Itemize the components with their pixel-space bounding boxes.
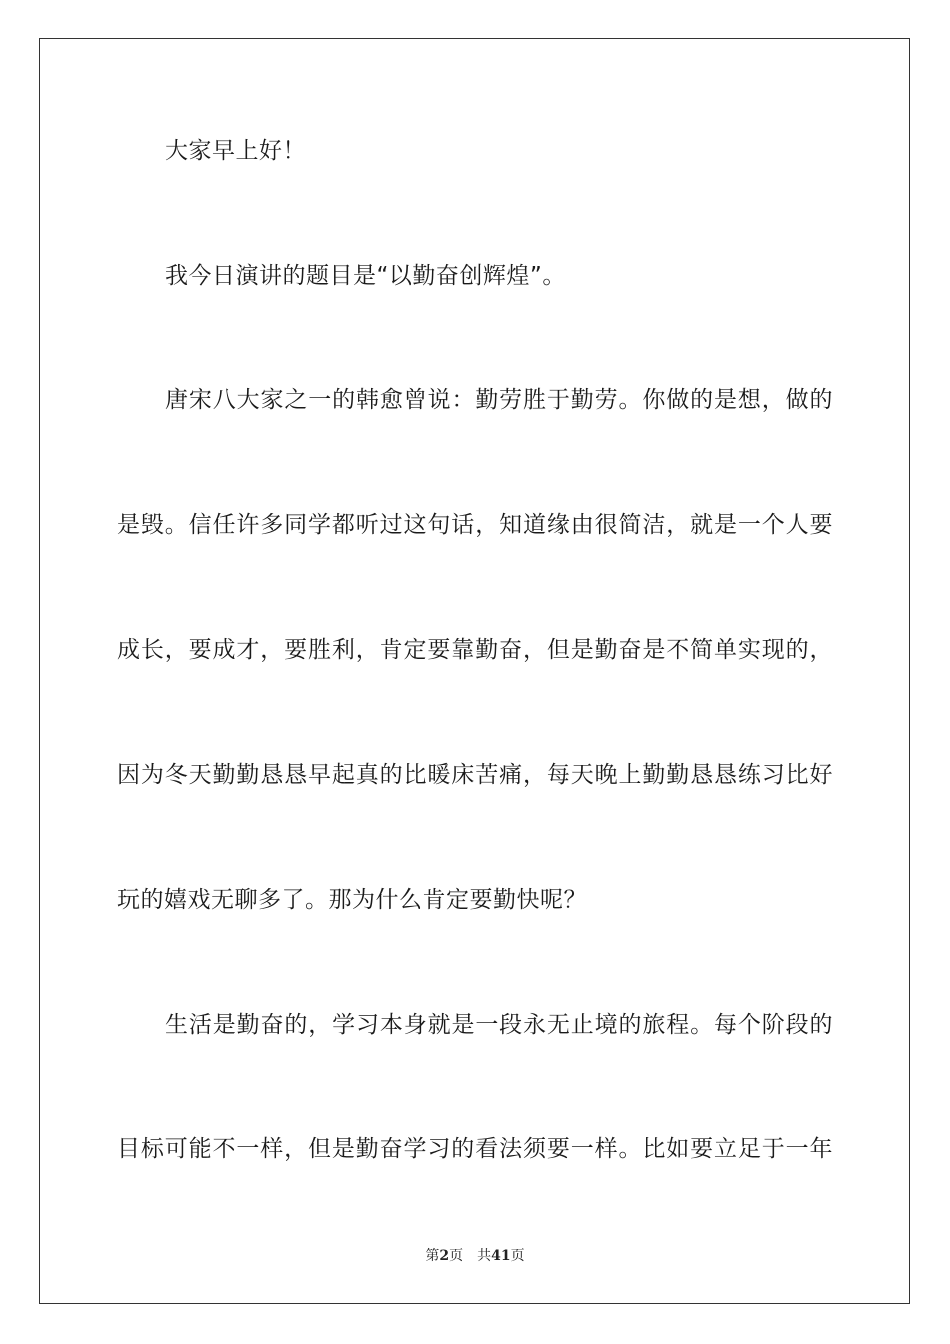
paragraph-4-line-1: 生活是勤奋的，学习本身就是一段永无止境的旅程。每个阶段的 (165, 1012, 833, 1038)
page-number: 2 (439, 1248, 450, 1264)
paragraph-2-line-1: 我今日演讲的题目是“以勤奋创辉煌”。 (165, 263, 566, 289)
page-prefix: 第 (425, 1248, 440, 1264)
paragraph-3-line-3: 成长，要成才，要胜利，肯定要靠勤奋，但是勤奋是不简单实现的， (117, 637, 833, 663)
total-suffix: 页 (510, 1248, 525, 1264)
total-pages: 41 (491, 1248, 511, 1264)
paragraph-1-line-1: 大家早上好！ (165, 138, 306, 164)
total-prefix: 共 (477, 1248, 492, 1264)
paragraph-3-line-4: 因为冬天勤勤恳恳早起真的比暖床苦痛，每天晚上勤勤恳恳练习比好 (117, 762, 833, 788)
paragraph-3-line-1: 唐宋八大家之一的韩愈曾说：勤劳胜于勤劳。你做的是想，做的 (165, 387, 833, 413)
page-suffix: 页 (449, 1248, 464, 1264)
paragraph-3-line-2: 是毁。信任许多同学都听过这句话，知道缘由很简洁，就是一个人要 (117, 512, 833, 538)
page-border (39, 38, 910, 1304)
paragraph-3-line-5: 玩的嬉戏无聊多了。那为什么肯定要勤快呢？ (117, 887, 587, 913)
paragraph-4-line-2: 目标可能不一样，但是勤奋学习的看法须要一样。比如要立足于一年 (117, 1136, 833, 1162)
page-footer (0, 1246, 950, 1266)
